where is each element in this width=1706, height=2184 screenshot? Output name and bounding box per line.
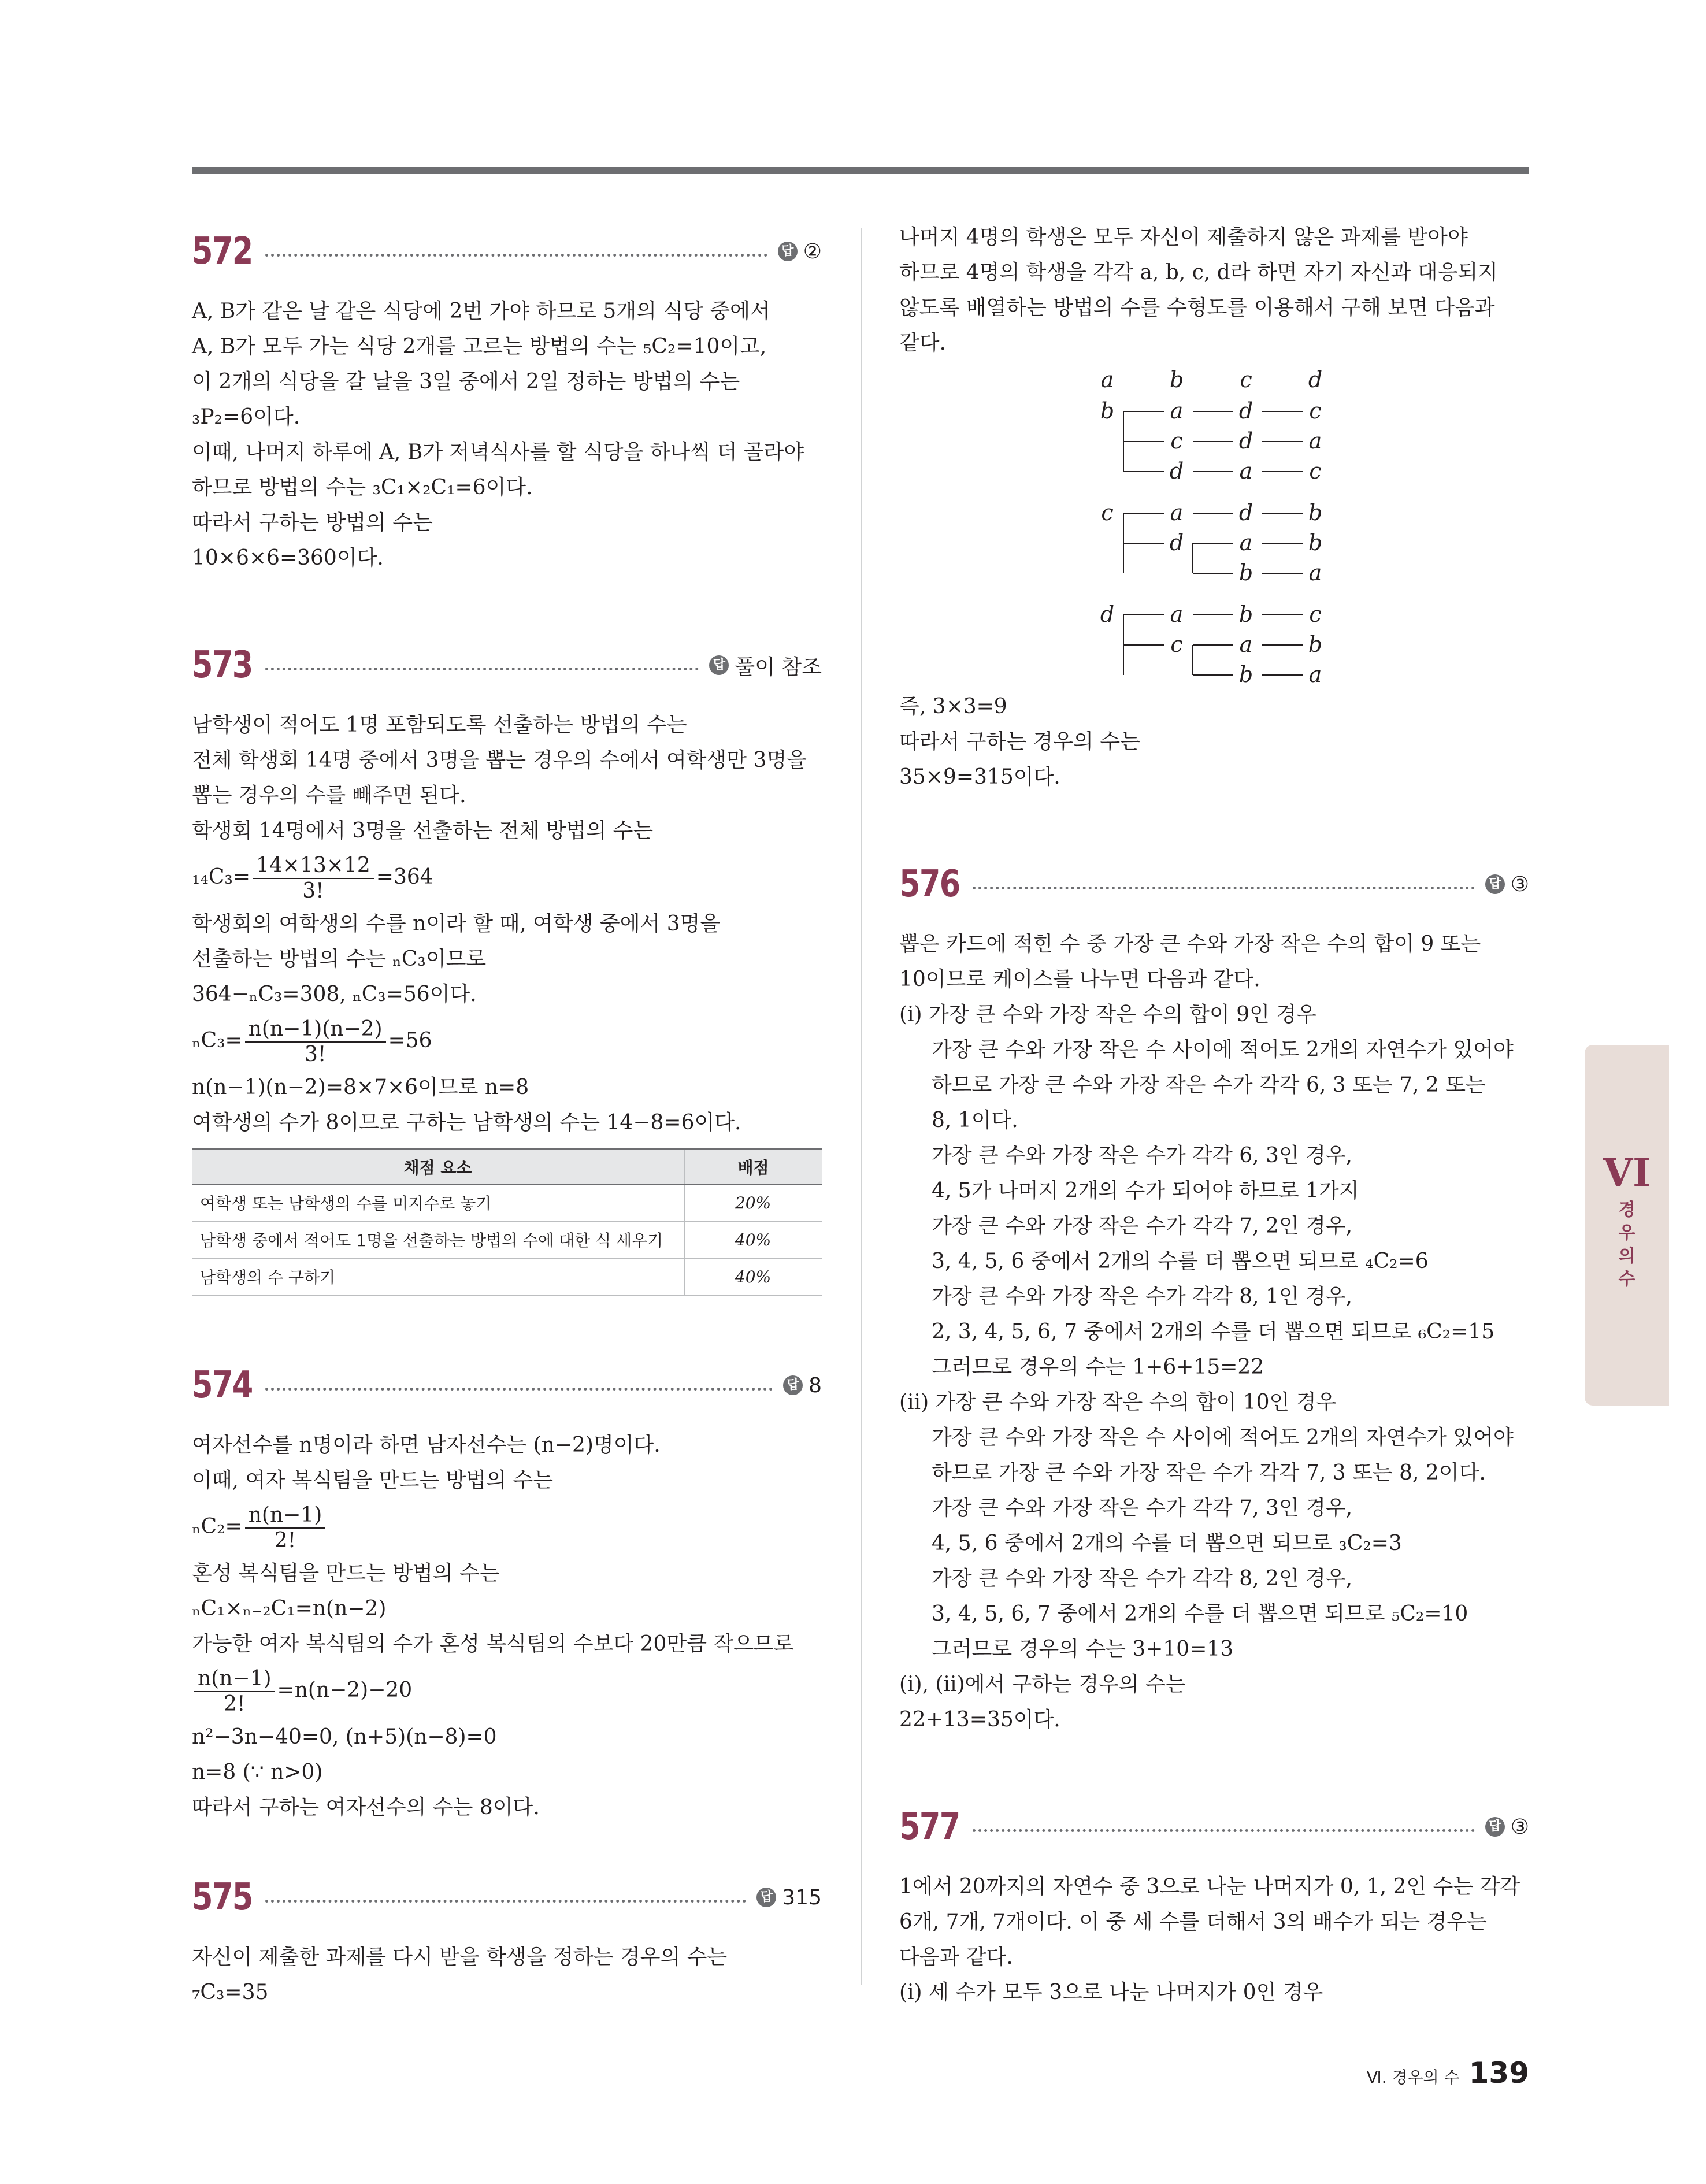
problem-header-576 [899, 852, 1529, 916]
formula-rhs: =56 [388, 1029, 432, 1052]
answer-icon: 답 [756, 1888, 776, 1907]
tree-header-label: c [1240, 367, 1252, 392]
text-line: 뽑은 카드에 적힌 수 중 가장 큰 수와 가장 작은 수의 합이 9 또는 [899, 932, 1481, 956]
answer-icon: 답 [1485, 874, 1505, 894]
text-line: 않도록 배열하는 방법의 수를 수형도를 이용해서 구해 보면 다음과 [899, 296, 1495, 320]
problem-number: 577 [899, 1805, 960, 1848]
text-line: 3, 4, 5, 6 중에서 2개의 수를 더 뽑으면 되므로 ₄C₂=6 [932, 1249, 1429, 1273]
tree-node: c [1101, 500, 1114, 525]
solution-575 [192, 1940, 822, 2010]
text-line: 하므로 가장 큰 수와 가장 작은 수가 각각 7, 3 또는 8, 2이다. [932, 1461, 1486, 1485]
text-line: 35×9=315이다. [899, 765, 1060, 789]
text-line: 즉, 3×3=9 [899, 695, 1007, 718]
text-line: (ⅱ) 가장 큰 수와 가장 작은 수의 합이 10인 경우 [899, 1391, 1337, 1414]
tree-node: a [1308, 662, 1322, 687]
text-line: A, B가 같은 날 같은 식당에 2번 가야 하므로 5개의 식당 중에서 [192, 299, 770, 323]
answer-value: 315 [782, 1885, 822, 1909]
problem-number: 574 [192, 1364, 253, 1407]
solution-574 [192, 1427, 822, 1825]
fraction [194, 1667, 275, 1716]
solution-572 [192, 294, 822, 576]
fraction [253, 854, 374, 903]
page-footer [1367, 2056, 1529, 2090]
answer-icon: 답 [783, 1375, 803, 1395]
text-line: 자신이 제출한 과제를 다시 받을 학생을 정하는 경우의 수는 [192, 1945, 728, 1969]
fraction [245, 1017, 386, 1067]
answer-value: 8 [809, 1373, 822, 1397]
text-line: ₙC₁×ₙ₋₂C₁=n(n−2) [192, 1597, 387, 1621]
text-line: 혼성 복식팀을 만드는 방법의 수는 [192, 1562, 500, 1585]
table-cell-item: 여학생 또는 남학생의 수를 미지수로 놓기 [192, 1184, 684, 1221]
solution-573 [192, 707, 822, 1296]
chapter-char: 우 [1618, 1223, 1635, 1243]
numerator: 14×13×12 [253, 854, 374, 879]
text-line: ₃P₂=6이다. [192, 405, 301, 429]
tree-header-label: d [1308, 367, 1323, 392]
text-line: 8, 1이다. [932, 1108, 1018, 1132]
text-line: 364−ₙC₃=308, ₙC₃=56이다. [192, 982, 477, 1006]
problem-header-575 [192, 1866, 822, 1929]
page-number: 139 [1468, 2056, 1529, 2090]
tree-node: c [1170, 428, 1183, 454]
formula [192, 1498, 822, 1556]
tree-node: a [1170, 500, 1184, 525]
tree-node: b [1308, 500, 1323, 525]
denominator: 3! [302, 879, 324, 903]
text-line: 하므로 방법의 수는 ₃C₁×₂C₁=6이다. [192, 476, 533, 499]
formula-lhs: ₁₄C₃= [192, 865, 251, 889]
header-item: 채점 요소 [192, 1150, 684, 1185]
answer-value: ③ [1510, 872, 1529, 896]
tree-node: b [1308, 530, 1323, 555]
text-line: 다음과 같다. [899, 1945, 1013, 1969]
leader-dots [265, 1388, 773, 1391]
tree-node: a [1308, 560, 1322, 585]
scoring-table [192, 1148, 822, 1296]
left-column [192, 220, 822, 2010]
leader-dots [265, 1900, 746, 1903]
text-line: 따라서 구하는 방법의 수는 [192, 511, 433, 535]
text-line: 나머지 4명의 학생은 모두 자신이 제출하지 않은 과제를 받아야 [899, 225, 1468, 249]
tree-node: d [1169, 530, 1184, 555]
formula [192, 848, 822, 906]
chapter-roman-numeral: VI [1603, 1150, 1651, 1195]
text-line: 하므로 가장 큰 수와 가장 작은 수가 각각 6, 3 또는 7, 2 또는 [932, 1073, 1486, 1097]
tree-node: d [1238, 500, 1253, 525]
leader-dots [973, 887, 1475, 889]
text-line: 이때, 나머지 하루에 A, B가 저녁식사를 할 식당을 하나씩 더 골라야 [192, 440, 804, 464]
text-line: 학생회 14명에서 3명을 선출하는 전체 방법의 수는 [192, 819, 654, 843]
answer-label [756, 1886, 822, 1909]
tree-header-label: b [1169, 367, 1184, 392]
text-line: 전체 학생회 14명 중에서 3명을 뽑는 경우의 수에서 여학생만 3명을 [192, 748, 807, 772]
answer-value: ③ [1510, 1815, 1529, 1839]
fraction [245, 1503, 326, 1553]
problem-number: 573 [192, 644, 253, 687]
formula [192, 1012, 822, 1070]
tree-node: a [1308, 428, 1322, 454]
table-cell-score: 20% [684, 1184, 822, 1221]
tree-node: b [1238, 560, 1253, 585]
text-line: 가장 큰 수와 가장 작은 수 사이에 적어도 2개의 자연수가 있어야 [932, 1426, 1514, 1449]
text-line: 뽑는 경우의 수를 빼주면 된다. [192, 784, 466, 807]
text-line: 4, 5, 6 중에서 2개의 수를 더 뽑으면 되므로 ₃C₂=3 [932, 1532, 1402, 1555]
tree-node: c [1309, 398, 1322, 424]
text-line: 따라서 구하는 여자선수의 수는 8이다. [192, 1796, 540, 1819]
solution-576 [899, 926, 1529, 1737]
text-line: 학생회의 여학생의 수를 n이라 할 때, 여학생 중에서 3명을 [192, 912, 721, 936]
leader-dots [265, 668, 699, 670]
denominator: 2! [224, 1692, 246, 1716]
leader-dots [265, 254, 767, 257]
problem-header-574 [192, 1354, 822, 1417]
text-line: n²−3n−40=0, (n+5)(n−8)=0 [192, 1725, 497, 1749]
formula-rhs: =364 [376, 865, 433, 889]
tree-node: c [1309, 602, 1322, 627]
text-line: 그러므로 경우의 수는 1+6+15=22 [932, 1355, 1264, 1379]
numerator: n(n−1)(n−2) [245, 1017, 386, 1043]
tree-node: a [1170, 398, 1184, 424]
right-column [899, 220, 1529, 2010]
text-line: (ⅰ), (ⅱ)에서 구하는 경우의 수는 [899, 1673, 1186, 1696]
text-line: 22+13=35이다. [899, 1708, 1060, 1731]
formula-lhs: ₙC₂= [192, 1515, 243, 1538]
text-line: n(n−1)(n−2)=8×7×6이므로 n=8 [192, 1076, 529, 1099]
footer-chapter: Ⅵ. 경우의 수 [1366, 2068, 1460, 2087]
answer-icon: 답 [1485, 1817, 1505, 1837]
formula-rhs: =n(n−2)−20 [277, 1678, 413, 1702]
problem-header-573 [192, 633, 822, 697]
problem-header-577 [899, 1795, 1529, 1859]
chapter-char: 의 [1618, 1246, 1635, 1266]
answer-icon: 답 [778, 242, 798, 261]
tree-node: d [1238, 398, 1253, 424]
text-line: (ⅰ) 가장 큰 수와 가장 작은 수의 합이 9인 경우 [899, 1003, 1316, 1026]
table-cell-item: 남학생의 수 구하기 [192, 1258, 684, 1295]
problem-number: 575 [192, 1876, 253, 1919]
tree-node: d [1169, 458, 1184, 484]
text-line: 같다. [899, 331, 946, 355]
answer-label [778, 240, 822, 264]
denominator: 3! [304, 1043, 327, 1066]
text-line: 하므로 4명의 학생을 각각 a, b, c, d라 하면 자기 자신과 대응되지 [899, 261, 1498, 284]
solution-575-continued [899, 220, 1529, 795]
text-line: (ⅰ) 세 수가 모두 3으로 나눈 나머지가 0인 경우 [899, 1981, 1323, 2004]
answer-label [1485, 873, 1529, 896]
table-row [192, 1184, 822, 1221]
text-line: 이때, 여자 복식팀을 만드는 방법의 수는 [192, 1469, 554, 1492]
text-line: 가장 큰 수와 가장 작은 수가 각각 8, 2인 경우, [932, 1567, 1353, 1590]
tree-node: d [1100, 602, 1115, 627]
text-line: 여자선수를 n명이라 하면 남자선수는 (n−2)명이다. [192, 1433, 661, 1457]
text-line: 가능한 여자 복식팀의 수가 혼성 복식팀의 수보다 20만큼 작으므로 [192, 1632, 794, 1656]
answer-label [709, 651, 822, 680]
solution-577 [899, 1869, 1529, 2010]
text-line: 6개, 7개, 7개이다. 이 중 세 수를 더해서 3의 배수가 되는 경우는 [899, 1910, 1487, 1934]
text-line: 가장 큰 수와 가장 작은 수가 각각 6, 3인 경우, [932, 1144, 1353, 1167]
top-rule [192, 167, 1529, 174]
text-line: 가장 큰 수와 가장 작은 수가 각각 7, 2인 경우, [932, 1214, 1353, 1238]
tree-node: a [1239, 632, 1253, 657]
column-divider [861, 228, 862, 1985]
tree-diagram [899, 365, 1529, 689]
chapter-side-tab [1585, 1045, 1669, 1406]
text-line: n=8 (∵ n>0) [192, 1760, 323, 1784]
text-line: 그러므로 경우의 수는 3+10=13 [932, 1637, 1234, 1661]
text-line: 4, 5가 나머지 2개의 수가 되어야 하므로 1가지 [932, 1179, 1359, 1203]
text-line: 3, 4, 5, 6, 7 중에서 2개의 수를 더 뽑으면 되므로 ₅C₂=10 [932, 1602, 1468, 1626]
tree-node: c [1309, 458, 1322, 484]
text-line: ₇C₃=35 [192, 1981, 269, 2004]
tree-node: a [1170, 602, 1184, 627]
table-cell-score: 40% [684, 1258, 822, 1295]
tree-node: a [1239, 458, 1253, 484]
numerator: n(n−1) [194, 1667, 275, 1692]
text-line: 가장 큰 수와 가장 작은 수가 각각 7, 3인 경우, [932, 1496, 1353, 1520]
leader-dots [973, 1829, 1475, 1832]
table-row [192, 1221, 822, 1258]
table-cell-score: 40% [684, 1221, 822, 1258]
table-header-row [192, 1150, 822, 1185]
chapter-vertical-title [1585, 1199, 1669, 1291]
answer-label [1485, 1815, 1529, 1839]
answer-value: ② [803, 239, 822, 264]
problem-number: 572 [192, 230, 253, 273]
text-line: 남학생이 적어도 1명 포함되도록 선출하는 방법의 수는 [192, 713, 687, 737]
text-line: 1에서 20까지의 자연수 중 3으로 나눈 나머지가 0, 1, 2인 수는 각각 [899, 1875, 1520, 1899]
tree-header-label: a [1100, 367, 1114, 392]
header-score: 배점 [684, 1150, 822, 1185]
text-line: 여학생의 수가 8이므로 구하는 남학생의 수는 14−8=6이다. [192, 1111, 741, 1134]
problem-header-572 [192, 220, 822, 283]
tree-node: d [1238, 428, 1253, 454]
answer-icon: 답 [709, 655, 729, 675]
answer-label [783, 1374, 822, 1397]
text-line: 선출하는 방법의 수는 ₙC₃이므로 [192, 947, 487, 971]
text-line: 10이므로 케이스를 나누면 다음과 같다. [899, 967, 1260, 991]
tree-node: a [1239, 530, 1253, 555]
tree-node: b [1100, 398, 1115, 424]
chapter-char: 경 [1618, 1200, 1635, 1220]
text-line: 10×6×6=360이다. [192, 546, 384, 570]
formula [192, 1662, 822, 1719]
tree-node: b [1238, 602, 1253, 627]
table-cell-item: 남학생 중에서 적어도 1명을 선출하는 방법의 수에 대한 식 세우기 [192, 1221, 684, 1258]
numerator: n(n−1) [245, 1503, 326, 1529]
text-line: 가장 큰 수와 가장 작은 수가 각각 8, 1인 경우, [932, 1285, 1353, 1308]
answer-value: 풀이 참조 [735, 655, 822, 679]
text-line: 이 2개의 식당을 갈 날을 3일 중에서 2일 정하는 방법의 수는 [192, 370, 740, 394]
text-line: 가장 큰 수와 가장 작은 수 사이에 적어도 2개의 자연수가 있어야 [932, 1038, 1514, 1062]
text-line: 2, 3, 4, 5, 6, 7 중에서 2개의 수를 더 뽑으면 되므로 ₆C₂=15 [932, 1320, 1495, 1344]
problem-number: 576 [899, 863, 960, 906]
table-row [192, 1258, 822, 1295]
tree-node: b [1308, 632, 1323, 657]
chapter-char: 수 [1618, 1269, 1635, 1289]
tree-node: c [1170, 632, 1183, 657]
tree-diagram-svg [899, 365, 1529, 689]
formula-lhs: ₙC₃= [192, 1029, 243, 1052]
tree-node: b [1238, 662, 1253, 687]
denominator: 2! [274, 1529, 296, 1552]
text-line: 따라서 구하는 경우의 수는 [899, 730, 1140, 754]
text-line: A, B가 모두 가는 식당 2개를 고르는 방법의 수는 ₅C₂=10이고, [192, 335, 767, 358]
